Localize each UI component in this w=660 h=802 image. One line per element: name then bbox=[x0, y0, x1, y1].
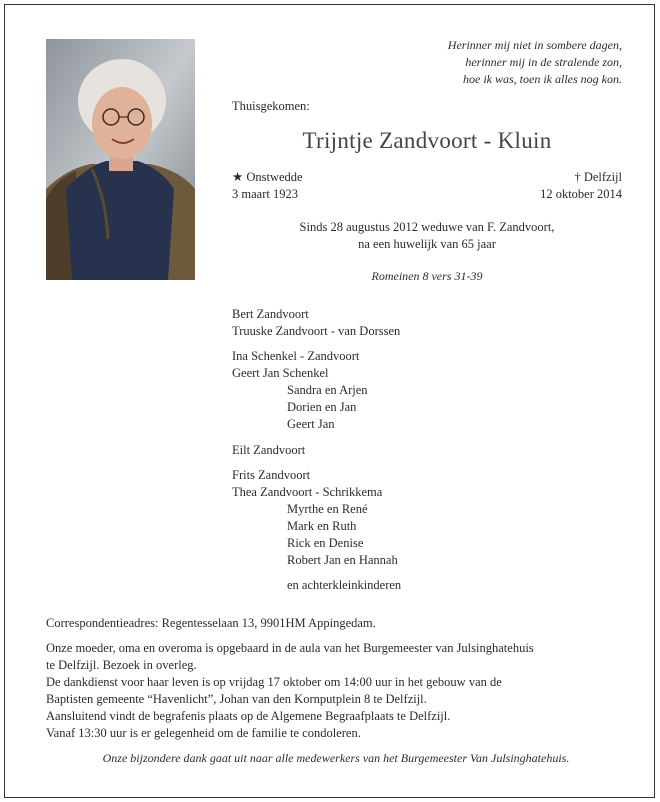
family-member: Geert Jan Schenkel bbox=[232, 366, 329, 380]
correspondence-address: Correspondentieadres: Regentesselaan 13, 9901HM Appingedam. bbox=[46, 616, 376, 630]
great-grandchildren: en achterkleinkinderen bbox=[287, 578, 402, 592]
family-member: Truuske Zandvoort - van Dorssen bbox=[232, 324, 401, 338]
family-member: Frits Zandvoort bbox=[232, 468, 311, 482]
family-member: Eilt Zandvoort bbox=[232, 443, 306, 457]
widow-line: Sinds 28 augustus 2012 weduwe van F. Zandvoort, bbox=[299, 220, 555, 234]
birth-place: ★ Onstwedde bbox=[232, 170, 303, 184]
marriage-line: na een huwelijk van 65 jaar bbox=[358, 237, 496, 251]
deceased-name: Trijntje Zandvoort - Kluin bbox=[302, 128, 552, 153]
portrait-photo bbox=[46, 39, 195, 280]
death-date: 12 oktober 2014 bbox=[540, 187, 622, 201]
details-line: Aansluitend vindt de begrafenis plaats op de Algemene Begraafplaats te Delfzijl. bbox=[46, 709, 451, 723]
family-member: Ina Schenkel - Zandvoort bbox=[232, 349, 360, 363]
details-line: De dankdienst voor haar leven is op vrijdag 17 oktober om 14:00 uur in het gebouw van de bbox=[46, 675, 502, 689]
grandchild: Rick en Denise bbox=[287, 536, 364, 550]
bible-verse: Romeinen 8 vers 31-39 bbox=[371, 269, 483, 283]
grandchild: Myrthe en René bbox=[287, 502, 368, 516]
grandchild: Geert Jan bbox=[287, 417, 335, 431]
family-member: Bert Zandvoort bbox=[232, 307, 309, 321]
details-line: Onze moeder, oma en overoma is opgebaard in de aula van het Burgemeester van Julsinghatehuis bbox=[46, 641, 534, 655]
grandchild: Mark en Ruth bbox=[287, 519, 357, 533]
grandchild: Robert Jan en Hannah bbox=[287, 553, 398, 567]
details-line: Vanaf 13:30 uur is er gelegenheid om de familie te condoleren. bbox=[46, 726, 361, 740]
grandchild: Sandra en Arjen bbox=[287, 383, 368, 397]
thanks-note: Onze bijzondere dank gaat uit naar alle medewerkers van het Burgemeester Van Julsinghatehuis. bbox=[102, 751, 570, 765]
birth-date: 3 maart 1923 bbox=[232, 187, 298, 201]
service-details bbox=[46, 640, 626, 742]
details-line: Baptisten gemeente “Havenlicht”, Johan van den Kornputplein 8 te Delfzijl. bbox=[46, 692, 427, 706]
grandchild: Dorien en Jan bbox=[287, 400, 357, 414]
poem bbox=[448, 37, 622, 88]
intro-text: Thuisgekomen: bbox=[232, 99, 310, 113]
details-line: te Delfzijl. Bezoek in overleg. bbox=[46, 658, 197, 672]
family-member: Thea Zandvoort - Schrikkema bbox=[232, 485, 383, 499]
death-place: † Delfzijl bbox=[574, 170, 622, 184]
poem-line: hoe ik was, toen ik alles nog kon. bbox=[463, 72, 622, 86]
poem-line: Herinner mij niet in sombere dagen, bbox=[447, 38, 622, 52]
poem-line: herinner mij in de stralende zon, bbox=[465, 55, 622, 69]
